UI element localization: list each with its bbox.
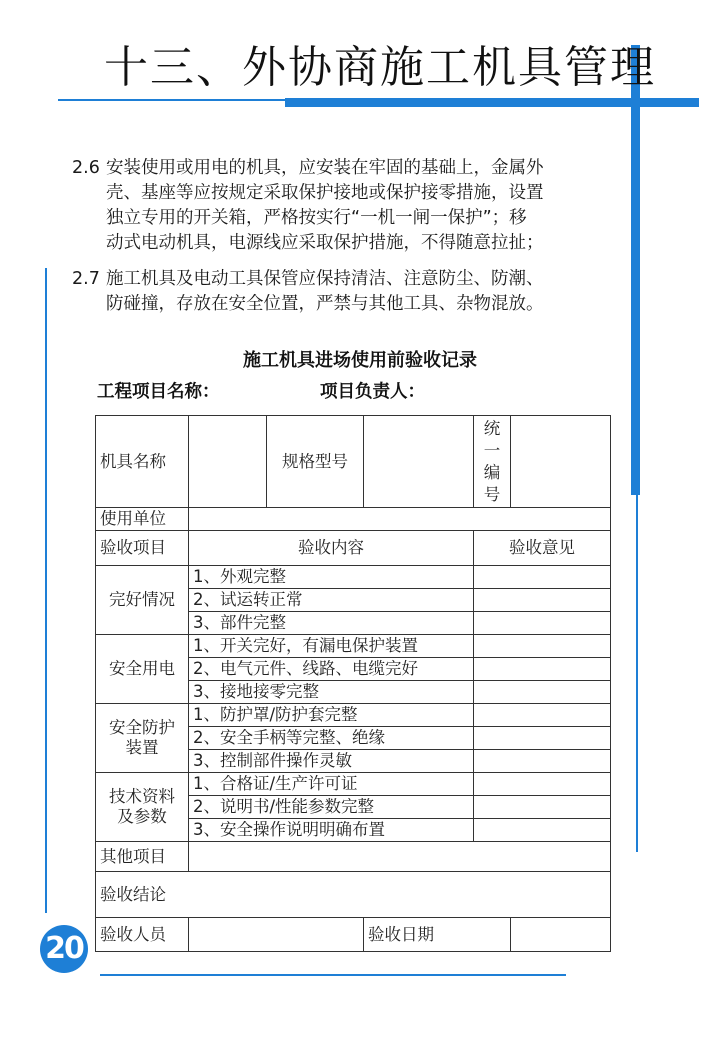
check-item: 2、安全手柄等完整、绝缘 bbox=[189, 727, 474, 750]
check-item: 1、合格证/生产许可证 bbox=[189, 773, 474, 796]
group-label: 完好情况 bbox=[96, 566, 189, 635]
check-item: 3、接地接零完整 bbox=[189, 681, 474, 704]
group-label: 安全用电 bbox=[96, 635, 189, 704]
col-opinion-header: 验收意见 bbox=[474, 531, 611, 566]
section-line: 安装使用或用电的机具，应安装在牢固的基础上，金属外 bbox=[106, 158, 544, 178]
opinion-cell[interactable] bbox=[474, 750, 611, 773]
group-label: 安全防护 装置 bbox=[96, 704, 189, 773]
section-line: 防碰撞，存放在安全位置，严禁与其他工具、杂物混放。 bbox=[106, 294, 544, 314]
col-content-header: 验收内容 bbox=[189, 531, 474, 566]
title-underline-thin bbox=[58, 99, 290, 101]
col-item-header: 验收项目 bbox=[96, 531, 189, 566]
opinion-cell[interactable] bbox=[474, 819, 611, 842]
opinion-cell[interactable] bbox=[474, 681, 611, 704]
opinion-cell[interactable] bbox=[474, 658, 611, 681]
section-number: 2.7 bbox=[72, 269, 100, 289]
check-item: 3、安全操作说明明确布置 bbox=[189, 819, 474, 842]
acceptance-form-table bbox=[95, 415, 611, 952]
page-number-badge: 20 bbox=[40, 925, 88, 973]
user-unit-label: 使用单位 bbox=[96, 508, 189, 531]
machine-name-value[interactable] bbox=[189, 416, 267, 508]
inspector-label: 验收人员 bbox=[96, 918, 189, 952]
check-item: 1、防护罩/防护套完整 bbox=[189, 704, 474, 727]
check-item: 1、外观完整 bbox=[189, 566, 474, 589]
spec-label: 规格型号 bbox=[267, 416, 364, 508]
conclusion-cell[interactable]: 验收结论 bbox=[96, 872, 611, 918]
opinion-cell[interactable] bbox=[474, 635, 611, 658]
section-line: 施工机具及电动工具保管应保持清洁、注意防尘、防潮、 bbox=[106, 269, 544, 289]
page-title: 十三、外协商施工机具管理 bbox=[104, 42, 656, 93]
check-item: 3、部件完整 bbox=[189, 612, 474, 635]
opinion-cell[interactable] bbox=[474, 612, 611, 635]
check-item: 2、试运转正常 bbox=[189, 589, 474, 612]
opinion-cell[interactable] bbox=[474, 727, 611, 750]
other-items-label: 其他项目 bbox=[96, 842, 189, 872]
section-line: 壳、基座等应按规定采取保护接地或保护接零措施，设置 bbox=[106, 183, 544, 203]
section-2-7 bbox=[72, 267, 544, 317]
project-manager-label: 项目负责人： bbox=[320, 382, 425, 402]
right-vertical-line bbox=[636, 490, 638, 852]
opinion-cell[interactable] bbox=[474, 589, 611, 612]
group-label: 技术资料 及参数 bbox=[96, 773, 189, 842]
inspector-value[interactable] bbox=[189, 918, 364, 952]
bottom-line bbox=[100, 974, 566, 976]
section-line: 独立专用的开关箱，严格按实行“一机一闸一保护”；移 bbox=[106, 208, 527, 228]
right-vertical-bar bbox=[631, 45, 640, 495]
opinion-cell[interactable] bbox=[474, 566, 611, 589]
section-line: 动式电动机具，电源线应采取保护措施，不得随意拉扯； bbox=[106, 233, 544, 253]
date-label: 验收日期 bbox=[364, 918, 511, 952]
machine-name-label: 机具名称 bbox=[96, 416, 189, 508]
opinion-cell[interactable] bbox=[474, 704, 611, 727]
opinion-cell[interactable] bbox=[474, 796, 611, 819]
opinion-cell[interactable] bbox=[474, 773, 611, 796]
form-title: 施工机具进场使用前验收记录 bbox=[243, 350, 477, 371]
check-item: 2、说明书/性能参数完整 bbox=[189, 796, 474, 819]
spec-value[interactable] bbox=[364, 416, 474, 508]
unified-number-value[interactable] bbox=[511, 416, 611, 508]
section-number: 2.6 bbox=[72, 158, 100, 178]
project-name-label: 工程项目名称： bbox=[97, 382, 220, 402]
section-2-6 bbox=[72, 156, 544, 256]
unified-number-label: 统 一 编 号 bbox=[474, 416, 511, 508]
check-item: 3、控制部件操作灵敏 bbox=[189, 750, 474, 773]
check-item: 2、电气元件、线路、电缆完好 bbox=[189, 658, 474, 681]
other-items-value[interactable] bbox=[189, 842, 611, 872]
date-value[interactable] bbox=[511, 918, 611, 952]
check-item: 1、开关完好，有漏电保护装置 bbox=[189, 635, 474, 658]
user-unit-value[interactable] bbox=[189, 508, 611, 531]
